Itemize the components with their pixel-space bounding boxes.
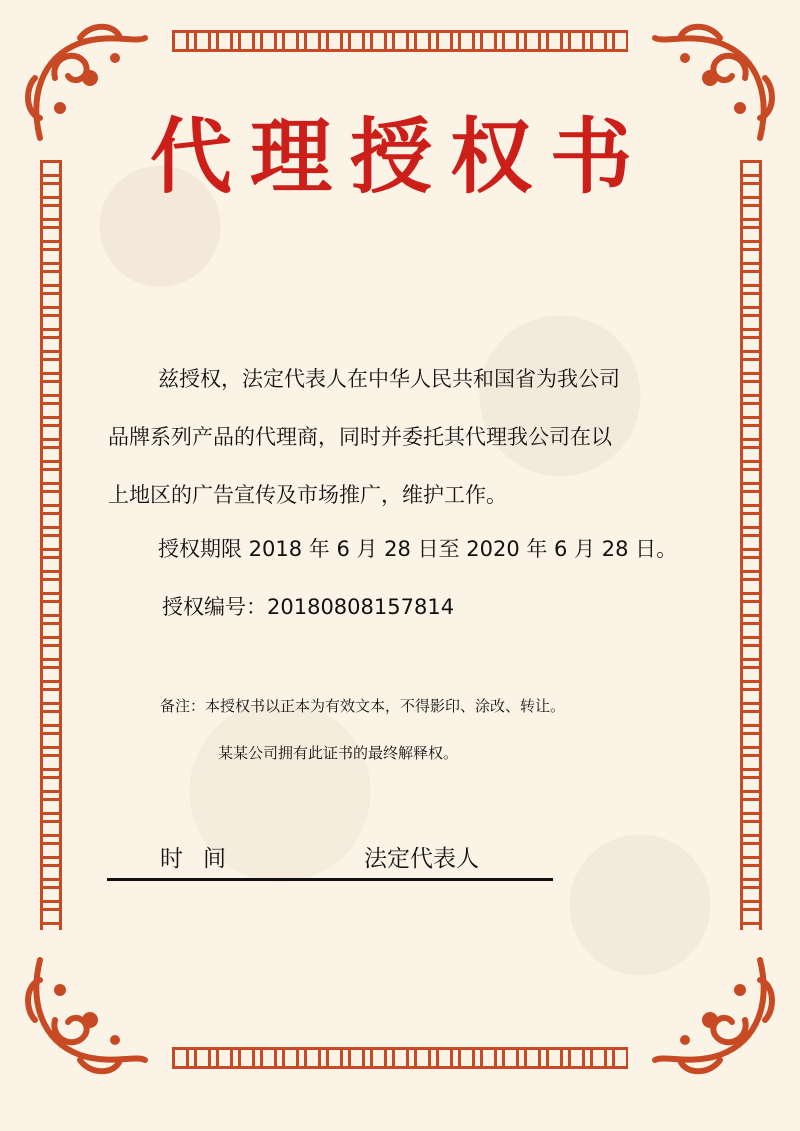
document-title: 代理授权书	[149, 110, 650, 205]
authorization-paragraph-line-1: 兹授权，法定代表人在中华人民共和国省为我公司	[158, 367, 620, 391]
authorization-paragraph-line-3: 上地区的广告宣传及市场推广，维护工作。	[108, 483, 507, 507]
border-bottom	[172, 1047, 628, 1069]
authorization-period: 授权期限 2018 年 6 月 28 日至 2020 年 6 月 28 日。	[158, 537, 678, 561]
border-left	[40, 160, 62, 930]
ornament-corner-icon	[20, 950, 150, 1080]
authorization-paragraph-line-2: 品牌系列产品的代理商，同时并委托其代理我公司在以	[108, 425, 612, 449]
remark-line-2: 某某公司拥有此证书的最终解释权。	[218, 744, 459, 762]
signature-time-label: 时间	[160, 846, 246, 872]
border-top	[172, 30, 628, 52]
ornament-corner-icon	[650, 950, 780, 1080]
remark-line-1: 备注：本授权书以正本为有效文本，不得影印、涂改、转让。	[160, 697, 566, 715]
authorization-number: 授权编号：20180808157814	[162, 595, 455, 619]
signature-line	[107, 878, 553, 881]
signature-representative-label: 法定代表人	[364, 846, 479, 872]
